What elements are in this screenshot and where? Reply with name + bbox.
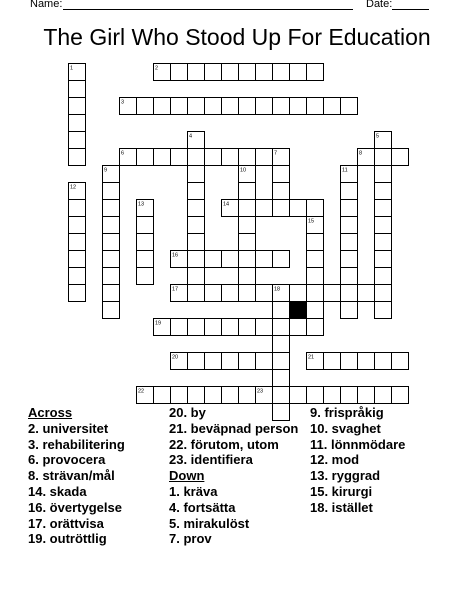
- grid-cell[interactable]: [188, 234, 205, 251]
- grid-cell[interactable]: [239, 149, 256, 166]
- grid-cell[interactable]: [188, 268, 205, 285]
- cell-number: 2: [155, 65, 159, 72]
- grid-cell[interactable]: [375, 234, 392, 251]
- grid-cell[interactable]: [103, 268, 120, 285]
- grid-cell[interactable]: [290, 98, 307, 115]
- clue-column-3: [310, 405, 405, 516]
- grid-cell[interactable]: [188, 251, 205, 268]
- down-clue: 10. svaghet: [310, 420, 381, 436]
- grid-cell[interactable]: [137, 149, 154, 166]
- cell-number: 15: [308, 218, 315, 225]
- across-clue: 2. universitet: [28, 420, 109, 436]
- cell-number: 11: [342, 167, 348, 174]
- grid-cell[interactable]: [171, 387, 188, 404]
- across-clue: 14. skada: [28, 483, 87, 499]
- grid-cell[interactable]: [188, 166, 205, 183]
- grid-cell[interactable]: [256, 98, 273, 115]
- cell-number: 18: [274, 286, 281, 293]
- across-clue: 17. orättvisa: [28, 515, 104, 531]
- cell-number: 8: [359, 150, 363, 157]
- down-clue: 5. mirakulöst: [169, 515, 250, 531]
- grid-cell[interactable]: [188, 387, 205, 404]
- across-heading: Across: [28, 405, 73, 420]
- grid-cell[interactable]: [137, 251, 154, 268]
- cell-number: 12: [70, 184, 77, 191]
- grid-cell[interactable]: [307, 234, 324, 251]
- grid-cell[interactable]: [307, 98, 324, 115]
- grid-cell[interactable]: [256, 200, 273, 217]
- cell-number: 10: [240, 167, 247, 174]
- grid-cell[interactable]: [103, 302, 120, 319]
- grid-cell[interactable]: [375, 149, 392, 166]
- cell-number: 20: [172, 354, 179, 361]
- cell-number: 17: [172, 286, 179, 293]
- grid-cell[interactable]: [188, 353, 205, 370]
- grid-cell[interactable]: [375, 285, 392, 302]
- grid-cell[interactable]: [256, 251, 273, 268]
- down-clue: 13. ryggrad: [310, 468, 381, 484]
- grid-cell[interactable]: [69, 268, 86, 285]
- grid-cell[interactable]: [69, 200, 86, 217]
- grid-cell[interactable]: [103, 217, 120, 234]
- grid-cell[interactable]: [103, 251, 120, 268]
- grid-cell[interactable]: [290, 200, 307, 217]
- grid-cell[interactable]: [375, 200, 392, 217]
- grid-cell[interactable]: [205, 98, 222, 115]
- grid-cell[interactable]: [171, 319, 188, 336]
- across-clue: 6. provocera: [28, 452, 106, 468]
- down-heading: Down: [169, 468, 205, 484]
- cell-number: 22: [138, 388, 145, 395]
- grid-cell[interactable]: [69, 115, 86, 132]
- grid-cell[interactable]: [256, 285, 273, 302]
- grid-cell[interactable]: [137, 234, 154, 251]
- grid-cell[interactable]: [205, 251, 222, 268]
- grid-cell[interactable]: [256, 353, 273, 370]
- grid-cell[interactable]: [392, 353, 409, 370]
- grid-cell[interactable]: [222, 387, 239, 404]
- grid-cell[interactable]: [341, 200, 358, 217]
- grid-cell[interactable]: [358, 387, 375, 404]
- grid-cell[interactable]: [188, 200, 205, 217]
- grid-cell[interactable]: [222, 319, 239, 336]
- grid-cell[interactable]: [205, 319, 222, 336]
- grid-cell[interactable]: [137, 217, 154, 234]
- grid-cell[interactable]: [239, 353, 256, 370]
- grid-cell[interactable]: [341, 234, 358, 251]
- page-title: The Girl Who Stood Up For Education: [43, 24, 431, 50]
- grid-cell[interactable]: [103, 285, 120, 302]
- grid-cell[interactable]: [273, 64, 290, 81]
- grid-cell[interactable]: [375, 166, 392, 183]
- cell-number: 5: [376, 133, 380, 140]
- grid-cell[interactable]: [188, 285, 205, 302]
- grid-cell[interactable]: [375, 353, 392, 370]
- grid-cell[interactable]: [392, 149, 409, 166]
- grid-cell[interactable]: [324, 98, 341, 115]
- grid-cell[interactable]: [307, 251, 324, 268]
- cell-number: 13: [138, 201, 145, 208]
- grid-cell[interactable]: [69, 251, 86, 268]
- grid-cell[interactable]: [171, 98, 188, 115]
- grid-cell[interactable]: [103, 234, 120, 251]
- grid-cell[interactable]: [154, 98, 171, 115]
- grid-cell[interactable]: [69, 98, 86, 115]
- grid-cell[interactable]: [341, 387, 358, 404]
- across-clue: 23. identifiera: [169, 452, 253, 468]
- grid-cell[interactable]: [273, 370, 290, 387]
- grid-cell[interactable]: [324, 353, 341, 370]
- grid-cell[interactable]: [307, 319, 324, 336]
- grid-cell[interactable]: [222, 353, 239, 370]
- grid-cell[interactable]: [222, 98, 239, 115]
- grid-cell[interactable]: [205, 64, 222, 81]
- grid-cell[interactable]: [188, 98, 205, 115]
- across-clue: 19. outröttlig: [28, 531, 107, 547]
- grid-cell[interactable]: [205, 387, 222, 404]
- cell-number: 14: [223, 201, 230, 208]
- down-clue: 15. kirurgi: [310, 483, 373, 499]
- clue-column-2: [169, 405, 298, 547]
- grid-cell[interactable]: [358, 285, 375, 302]
- grid-cell[interactable]: [69, 217, 86, 234]
- clue-column-1: [28, 405, 125, 547]
- grid-cell[interactable]: [307, 64, 324, 81]
- grid-cell[interactable]: [222, 285, 239, 302]
- grid-cell[interactable]: [290, 285, 307, 302]
- down-clue: 18. istället: [310, 499, 373, 515]
- grid-cell[interactable]: [341, 251, 358, 268]
- grid-cell[interactable]: [375, 251, 392, 268]
- cell-number: 3: [121, 99, 125, 106]
- grid-cell[interactable]: [358, 353, 375, 370]
- down-clue: 12. mod: [310, 452, 360, 468]
- grid-cell[interactable]: [273, 353, 290, 370]
- grid-cell[interactable]: [307, 200, 324, 217]
- across-clue: 3. rehabilitering: [28, 436, 125, 452]
- grid-cell[interactable]: [188, 183, 205, 200]
- grid-cell[interactable]: [341, 302, 358, 319]
- cell-number: 7: [274, 150, 278, 157]
- down-clue: 1. kräva: [169, 483, 218, 499]
- grid-cell[interactable]: [103, 200, 120, 217]
- grid-cell[interactable]: [375, 268, 392, 285]
- grid-cell[interactable]: [341, 353, 358, 370]
- grid-cell[interactable]: [69, 285, 86, 302]
- grid-cell[interactable]: [273, 319, 290, 336]
- grid-cell[interactable]: [307, 387, 324, 404]
- grid-cell[interactable]: [307, 302, 324, 319]
- grid-cell[interactable]: [239, 268, 256, 285]
- grid-cell[interactable]: [239, 234, 256, 251]
- grid-cell[interactable]: [273, 302, 290, 319]
- grid-cell[interactable]: [273, 183, 290, 200]
- down-clue: 9. frispråkig: [310, 405, 384, 420]
- grid-cell[interactable]: [392, 387, 409, 404]
- grid-cell[interactable]: [171, 149, 188, 166]
- across-clue: 16. övertygelse: [28, 499, 122, 515]
- cell-number: 16: [172, 252, 179, 259]
- grid-cell[interactable]: [307, 285, 324, 302]
- grid-cell[interactable]: [239, 98, 256, 115]
- grid-cell[interactable]: [239, 183, 256, 200]
- grid-cell[interactable]: [273, 166, 290, 183]
- grid-cell[interactable]: [205, 285, 222, 302]
- grid-cell[interactable]: [239, 285, 256, 302]
- grid-cell[interactable]: [341, 268, 358, 285]
- grid-cell[interactable]: [69, 132, 86, 149]
- cell-number: 21: [308, 354, 315, 361]
- grid-cell[interactable]: [188, 217, 205, 234]
- cell-number: 9: [104, 167, 108, 174]
- grid-cell[interactable]: [222, 149, 239, 166]
- cell-number: 23: [257, 388, 264, 395]
- grid-cell[interactable]: [290, 319, 307, 336]
- grid-cell[interactable]: [239, 217, 256, 234]
- grid-cell[interactable]: [154, 387, 171, 404]
- grid-cell[interactable]: [154, 149, 171, 166]
- grid-cell[interactable]: [205, 353, 222, 370]
- grid-cell[interactable]: [188, 149, 205, 166]
- grid-cell[interactable]: [137, 98, 154, 115]
- grid-cell[interactable]: [137, 268, 154, 285]
- grid-cell[interactable]: [239, 251, 256, 268]
- grid-cell[interactable]: [290, 387, 307, 404]
- grid-cell[interactable]: [341, 183, 358, 200]
- grid-cell[interactable]: [171, 64, 188, 81]
- grid-cell[interactable]: [375, 183, 392, 200]
- grid-cell[interactable]: [341, 285, 358, 302]
- grid-cell[interactable]: [239, 200, 256, 217]
- grid-cell[interactable]: [239, 387, 256, 404]
- across-clue: 21. beväpnad person: [169, 420, 299, 436]
- grid-cell[interactable]: [375, 387, 392, 404]
- grid-cell[interactable]: [256, 149, 273, 166]
- grid-cell[interactable]: [256, 64, 273, 81]
- grid-cell[interactable]: [341, 98, 358, 115]
- grid-cell[interactable]: [375, 302, 392, 319]
- grid-cell[interactable]: [69, 149, 86, 166]
- grid-cell[interactable]: [205, 149, 222, 166]
- across-clue: 8. strävan/mål: [28, 468, 115, 484]
- grid-cell[interactable]: [273, 336, 290, 353]
- down-clue: 4. fortsätta: [169, 499, 236, 515]
- grid-cell[interactable]: [239, 64, 256, 81]
- grid-cell[interactable]: [239, 319, 256, 336]
- cell-number: 6: [121, 150, 125, 157]
- date-label: Date:: [366, 0, 393, 10]
- grid-cell[interactable]: [222, 64, 239, 81]
- down-clue: 11. lönnmödare: [310, 436, 406, 452]
- cell-number: 1: [70, 65, 74, 72]
- grid-cell[interactable]: [324, 387, 341, 404]
- down-clue: 7. prov: [169, 531, 212, 547]
- grid-cell[interactable]: [256, 319, 273, 336]
- grid-cell[interactable]: [69, 234, 86, 251]
- grid-cell[interactable]: [103, 183, 120, 200]
- grid-cell[interactable]: [273, 387, 290, 404]
- grid-cell[interactable]: [341, 217, 358, 234]
- grid-cell[interactable]: [290, 64, 307, 81]
- grid-cell[interactable]: [188, 64, 205, 81]
- grid-cell[interactable]: [307, 268, 324, 285]
- cell-number: 4: [189, 133, 193, 140]
- grid-cell[interactable]: [273, 251, 290, 268]
- grid-cell[interactable]: [273, 98, 290, 115]
- grid-cell[interactable]: [273, 200, 290, 217]
- name-label: Name:: [30, 0, 63, 10]
- grid-cell[interactable]: [324, 285, 341, 302]
- cell-number: 19: [155, 320, 162, 327]
- black-square: [290, 302, 307, 319]
- grid-cell[interactable]: [375, 217, 392, 234]
- across-clue: 22. förutom, utom: [169, 436, 279, 452]
- grid-cell[interactable]: [69, 81, 86, 98]
- grid-cell[interactable]: [188, 319, 205, 336]
- across-clue: 20. by: [169, 405, 206, 420]
- grid-cell[interactable]: [222, 251, 239, 268]
